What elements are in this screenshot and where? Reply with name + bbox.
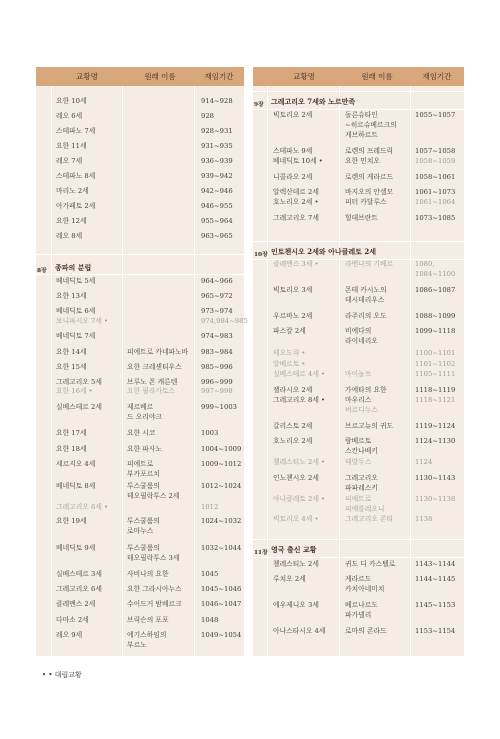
reign-period: 1130~1143 xyxy=(415,474,456,482)
pope-name: 인노첸시오 2세 xyxy=(273,474,319,482)
header-original-name: 원래 이름 xyxy=(144,72,176,81)
pope-name: 실베스테르 2세 xyxy=(56,403,102,411)
header-pope-name: 교황명 xyxy=(293,72,315,81)
original-name: 요한 파사노 xyxy=(127,445,162,453)
reign-period: 963~965 xyxy=(201,232,233,240)
original-name: 비에다의 xyxy=(345,327,372,335)
pope-name: 스테파노 9세 xyxy=(273,147,313,155)
section-title: 인토첸시오 2세와 아나클레토 2세 xyxy=(271,247,376,256)
table-header xyxy=(36,67,244,86)
pope-name: 베네딕토 8세 xyxy=(56,482,96,490)
reign-period: 964~966 xyxy=(201,277,233,285)
original-name: 스칸나베키 xyxy=(345,447,378,455)
reign-period: 1024~1032 xyxy=(201,517,242,525)
reign-period: 1004~1009 xyxy=(201,445,242,453)
reign-period: 1130~1138 xyxy=(415,495,456,503)
reign-period: 997~998 xyxy=(201,387,233,395)
original-name: 몬테 카시노의 xyxy=(345,286,387,294)
pope-name: 아나스타시오 4세 xyxy=(273,627,326,635)
pope-name: 보니파시오 7세 • xyxy=(56,317,109,325)
reign-period: 1119~1124 xyxy=(415,422,456,430)
reign-period: 1003 xyxy=(201,429,219,437)
pope-name: 요한 14세 xyxy=(56,348,87,356)
header-reign: 재임기간 xyxy=(204,72,234,81)
reign-period: 996~999 xyxy=(201,378,233,386)
reign-period: 939~942 xyxy=(201,172,233,180)
header-pope-name: 교황명 xyxy=(76,72,98,81)
original-name: 라주리의 오도 xyxy=(345,312,387,320)
reign-period: 1048 xyxy=(201,616,219,624)
original-name: 사비나의 요한 xyxy=(127,570,169,578)
original-name: 투스쿨룸의 xyxy=(127,544,160,552)
pope-name: 레오 8세 xyxy=(56,232,83,240)
reign-period: 983~984 xyxy=(201,348,233,356)
pope-name: 마리노 2세 xyxy=(56,187,89,195)
original-name: 수이드거 밤베르크 xyxy=(127,600,182,608)
section-divider xyxy=(253,539,464,540)
chapter-label: 8장 xyxy=(37,268,47,274)
original-name: 부카포르치 xyxy=(127,470,160,478)
original-name: 가에타의 요한 xyxy=(345,386,387,394)
section-divider xyxy=(253,241,464,242)
reign-period: 1088~1099 xyxy=(415,312,456,320)
original-name: 그레고리오 콘티 xyxy=(345,515,394,523)
chapter-label: 10장 xyxy=(254,252,268,258)
original-name: 피에를레오니 xyxy=(345,505,385,513)
original-name: 데시데리우스 xyxy=(345,296,385,304)
reign-period: 999~1003 xyxy=(201,403,237,411)
reign-period: 936~939 xyxy=(201,157,233,165)
pope-name: 니콜라오 2세 xyxy=(273,173,313,181)
original-name: 피에트로 xyxy=(127,460,154,468)
original-name: 게브하르트 xyxy=(345,131,378,139)
pope-name: 파스칼 2세 xyxy=(273,327,306,335)
reign-period: 1073~1085 xyxy=(415,214,456,222)
pope-name: 루치오 2세 xyxy=(273,575,306,583)
section-title: 종파의 분립 xyxy=(55,263,92,272)
pope-name: 아나클레토 2세 • xyxy=(273,495,326,503)
reign-period: 1143~1144 xyxy=(415,560,456,568)
reign-period: 974,984~985 xyxy=(201,317,248,325)
pope-name: 첼레스티노 2세 • xyxy=(273,458,326,466)
reign-period: 1061~1064 xyxy=(415,198,456,206)
original-name: 투스쿨룸의 xyxy=(127,517,160,525)
pope-name: 레오 7세 xyxy=(56,157,83,165)
pope-name: 우르바노 2세 xyxy=(273,312,313,320)
pope-name: 그레고리오 5세 xyxy=(56,378,102,386)
reign-period: 1118~1119 xyxy=(415,386,456,394)
pope-name: 갈리스토 2세 xyxy=(273,422,313,430)
pope-name: 세르지오 4세 xyxy=(56,460,96,468)
pope-name: 스테파노 8세 xyxy=(56,172,96,180)
original-name: 테발두스 xyxy=(345,458,372,466)
reign-period: 955~964 xyxy=(201,217,233,225)
reign-period: 1124 xyxy=(415,458,433,466)
reign-period: 965~972 xyxy=(201,292,233,300)
papal-table-right xyxy=(253,67,464,656)
pope-name: 베네딕토 9세 xyxy=(56,544,96,552)
original-name: 버르디누스 xyxy=(345,406,378,414)
pope-name: 레오 6세 xyxy=(56,112,83,120)
reign-period: 1032~1044 xyxy=(201,544,242,552)
section-title: 영국 출신 교황 xyxy=(271,545,317,554)
pope-name: 호노리오 2세 xyxy=(273,437,313,445)
reign-period: 1105~1111 xyxy=(415,370,456,378)
section-title: 그레고리오 7세와 노르만족 xyxy=(271,97,356,106)
reign-period: 1045 xyxy=(201,570,219,578)
original-name: 투스쿨룸의 xyxy=(127,482,160,490)
reign-period: 1099~1118 xyxy=(415,327,456,335)
original-name: 테오필락투스 3세 xyxy=(127,554,180,562)
pope-name: 빅토리오 4세 • xyxy=(273,515,319,523)
original-name: 라이네리오 xyxy=(345,337,378,345)
original-name: 그레고리오 xyxy=(345,474,378,482)
original-name: 요한 필라가토스 xyxy=(127,387,176,395)
reign-period: 1084~1100 xyxy=(415,270,456,278)
original-name: 람베르토 xyxy=(345,437,372,445)
pope-name: 요한 17세 xyxy=(56,429,87,437)
reign-period: 1100~1101 xyxy=(415,349,456,357)
pope-name: 요한 16세 • xyxy=(56,387,93,395)
pope-name: 클레멘스 3세 • xyxy=(273,260,319,268)
table-header xyxy=(253,67,464,86)
reign-period: 942~946 xyxy=(201,187,233,195)
pope-name: 알베르토 • xyxy=(273,360,306,368)
reign-period: 1058~1061 xyxy=(415,173,456,181)
original-name: 마이놀프 xyxy=(345,370,372,378)
original-name: 마우리스 xyxy=(345,396,372,404)
papal-table-left xyxy=(36,67,248,656)
original-name: 요한 그라시아누스 xyxy=(127,585,182,593)
pope-name: 요한 13세 xyxy=(56,292,87,300)
reign-period: 974~983 xyxy=(201,332,233,340)
pope-name: 베네딕토 7세 xyxy=(56,332,96,340)
original-name: 돌른슈타인 xyxy=(345,111,378,119)
section-divider xyxy=(253,109,464,110)
original-name: 피에트로 xyxy=(345,495,372,503)
reign-period: 931~935 xyxy=(201,142,233,150)
original-name: 카치아네미치 xyxy=(345,585,385,593)
original-name: 피에트로 카네파노바 xyxy=(127,348,189,356)
pope-name: 요한 19세 xyxy=(56,517,87,525)
reign-period: 946~955 xyxy=(201,202,233,210)
original-name: 브릭슨의 포포 xyxy=(127,616,169,624)
reign-period: 928 xyxy=(201,112,214,120)
original-name: 브루노 폰 캐른텐 xyxy=(127,378,178,386)
chapter-label: 9장 xyxy=(254,102,264,108)
original-name: 로렌의 프레드릭 xyxy=(345,147,394,155)
original-name: 파파레스키 xyxy=(345,484,378,492)
original-name: 게라르도 xyxy=(345,575,372,583)
pope-name: 요한 12세 xyxy=(56,217,87,225)
pope-name: 베네딕토 10세 • xyxy=(273,157,323,165)
reign-period: 1124~1130 xyxy=(415,437,456,445)
original-name: 피터 카달루스 xyxy=(345,198,387,206)
reign-period: 973~974 xyxy=(201,307,233,315)
original-name: 힐데브란트 xyxy=(345,214,378,222)
reign-period: 1055~1057 xyxy=(415,111,456,119)
original-name: 귀도 디 카스텔로 xyxy=(345,560,396,568)
pope-name: 레오 9세 xyxy=(56,631,83,639)
pope-name: 빅토리오 2세 xyxy=(273,111,313,119)
original-name: 로마누스 xyxy=(127,527,154,535)
reign-period: 1046~1047 xyxy=(201,600,242,608)
pope-name: 빅토리오 3세 xyxy=(273,286,313,294)
pope-name: 첼레스티노 2세 xyxy=(273,560,319,568)
footnote-antipope: • • 대립교황 xyxy=(42,671,82,679)
reign-period: 1012~1024 xyxy=(201,482,242,490)
original-name: 로렌의 게라르드 xyxy=(345,173,394,181)
original-name: 테오필락투스 2세 xyxy=(127,492,180,500)
pope-name: 다마소 2세 xyxy=(56,616,89,624)
header-original-name: 원래 이름 xyxy=(361,72,393,81)
reign-period: 1049~1054 xyxy=(201,631,242,639)
pope-name: 실베스테르 4세 • xyxy=(273,370,326,378)
pope-name: 베네딕토 5세 xyxy=(56,277,96,285)
pope-name: 그레고리오 6세 • xyxy=(56,503,109,511)
reign-period: 1045~1046 xyxy=(201,585,242,593)
header-reign: 재임기간 xyxy=(422,72,452,81)
reign-period: 1101~1102 xyxy=(415,360,456,368)
chapter-label: 11장 xyxy=(254,550,268,556)
original-name: 브르고뉴의 귀도 xyxy=(345,422,394,430)
reign-period: 1138 xyxy=(415,515,433,523)
original-name: 베르나르도 xyxy=(345,601,378,609)
section-divider xyxy=(253,91,464,92)
original-name: 요한 크레셴티우스 xyxy=(127,363,182,371)
pope-name: 그레고리오 8세 • xyxy=(273,396,326,404)
pope-name: 그레고리오 6세 xyxy=(56,585,102,593)
reign-period: 1145~1153 xyxy=(415,601,456,609)
original-name: 바지오의 안셀모 xyxy=(345,188,394,196)
pope-name: 요한 18세 xyxy=(56,445,87,453)
pope-name: 아가페토 2세 xyxy=(56,202,96,210)
pope-name: 에우제니오 3세 xyxy=(273,601,319,609)
reign-period: 1080, xyxy=(415,260,435,268)
section-divider xyxy=(36,254,244,255)
reign-period: 1009~1012 xyxy=(201,460,242,468)
reign-period: 1118~1121 xyxy=(415,396,456,404)
pope-name: 요한 11세 xyxy=(56,142,87,150)
pope-name: 요한 10세 xyxy=(56,97,87,105)
original-name: 로마의 콘라드 xyxy=(345,627,387,635)
original-name: 에기스하임의 xyxy=(127,631,167,639)
original-name: 파가넬리 xyxy=(345,611,372,619)
section-divider xyxy=(253,557,464,558)
original-name: 요한 시코 xyxy=(127,429,156,437)
reign-period: 1012 xyxy=(201,503,219,511)
pope-name: 클레멘스 2세 xyxy=(56,600,96,608)
reign-period: 1058~1059 xyxy=(415,157,456,165)
pope-name: 요한 15세 xyxy=(56,363,87,371)
reign-period: 985~996 xyxy=(201,363,233,371)
reign-period: 1057~1058 xyxy=(415,147,456,155)
pope-name: 그레고리오 7세 xyxy=(273,214,319,222)
original-name: 요한 민치오 xyxy=(345,157,380,165)
pope-name: 호노리오 2세 • xyxy=(273,198,319,206)
reign-period: 1061~1073 xyxy=(415,188,456,196)
reign-period: 1153~1154 xyxy=(415,627,456,635)
reign-period: 914~928 xyxy=(201,97,233,105)
reign-period: 1086~1087 xyxy=(415,286,456,294)
pope-name: 젤라시오 2세 xyxy=(273,386,313,394)
original-name: 부르노 xyxy=(127,641,147,649)
original-name: 라벤나의 기베르 xyxy=(345,260,394,268)
reign-period: 1144~1145 xyxy=(415,575,456,583)
pope-name: 테오도릭 • xyxy=(273,349,306,357)
pope-name: 알렉산데르 2세 xyxy=(273,188,319,196)
reign-period: 928~931 xyxy=(201,127,233,135)
pope-name: 실베스테르 3세 xyxy=(56,570,102,578)
original-name: 드 오리야크 xyxy=(127,413,162,421)
original-name: 제르베르 xyxy=(127,403,154,411)
pope-name: 베네딕토 6세 xyxy=(56,307,96,315)
section-divider xyxy=(36,274,244,275)
pope-name: 스테파노 7세 xyxy=(56,127,96,135)
original-name: ~히르슈베르크의 xyxy=(345,121,397,129)
